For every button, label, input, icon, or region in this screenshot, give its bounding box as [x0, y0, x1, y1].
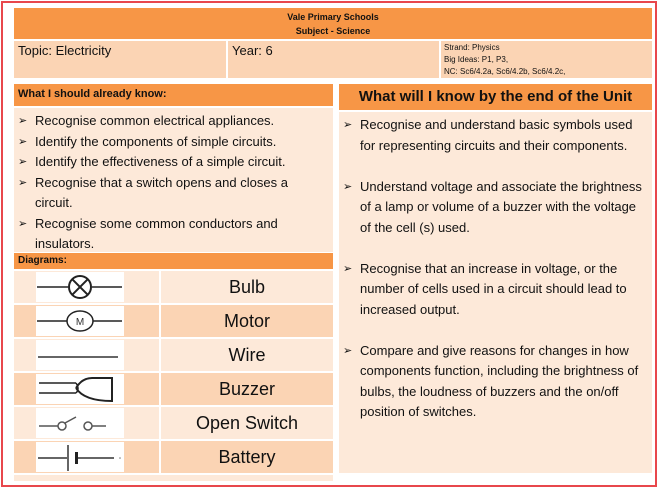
diagram-label: Buzzer [161, 373, 333, 405]
list-item [343, 177, 648, 239]
prior-knowledge-heading [14, 84, 333, 106]
arrow-bullet-icon: ➢ [18, 217, 28, 230]
battery-symbol-icon [36, 442, 124, 472]
outcomes-list [339, 112, 652, 473]
list-item [18, 173, 329, 214]
outcomes-heading-text: What will I know by the end of the Unit [358, 88, 633, 105]
list-item [18, 132, 329, 153]
year-cell [228, 41, 439, 78]
topic-cell [14, 41, 226, 78]
symbol-cell [14, 305, 159, 337]
motor-letter: M [75, 317, 85, 328]
arrow-bullet-icon: ➢ [343, 180, 353, 193]
diagrams-heading [14, 253, 333, 269]
diagram-row-battery [14, 441, 333, 473]
title-bar [14, 8, 652, 39]
diagram-table-tail [14, 475, 333, 481]
symbol-cell [14, 407, 159, 439]
symbol-cell [14, 373, 159, 405]
diagrams-heading-text: Diagrams: [18, 255, 67, 266]
diagram-row-wire [14, 339, 333, 371]
diagram-label: Bulb [161, 271, 333, 303]
wire-symbol-icon [36, 340, 124, 370]
list-item [18, 152, 329, 173]
strand-cell [441, 41, 652, 78]
nc-label: NC: Sc6/4.2a, Sc6/4.2b, Sc6/4.2c, [444, 67, 566, 76]
strand-label: Strand: Physics [444, 43, 500, 52]
list-item-text: Identify the components of simple circuits. [35, 133, 277, 149]
diagram-label: Open Switch [161, 407, 333, 439]
arrow-bullet-icon: ➢ [343, 344, 353, 357]
list-item-text: Recognise that an increase in voltage, or the number of cells used in a circuit should lead to increased output. [360, 260, 627, 317]
prior-knowledge-heading-text: What I should already know: [18, 88, 167, 100]
arrow-bullet-icon: ➢ [18, 156, 28, 168]
list-item-text: Understand voltage and associate the brightness of a lamp or volume of a buzzer with the voltage of the cell (s) used. [360, 178, 642, 235]
symbol-cell [14, 441, 159, 473]
diagram-label: Motor [161, 305, 333, 337]
buzzer-symbol-icon [36, 374, 124, 404]
arrow-bullet-icon: ➢ [18, 176, 28, 189]
big-ideas-label: Big Ideas: P1, P3, [444, 55, 509, 64]
list-item [343, 259, 648, 321]
diagrams-table [14, 271, 333, 481]
list-item-text: Recognise that a switch opens and closes a circuit. [35, 174, 288, 210]
school-name: Vale Primary Schools [287, 12, 379, 22]
list-item-text: Identify the effectiveness of a simple circuit. [35, 154, 286, 169]
prior-knowledge-list [14, 108, 333, 252]
list-item [343, 115, 648, 156]
symbol-cell [14, 339, 159, 371]
list-item [343, 341, 648, 423]
diagram-row-open-switch [14, 407, 333, 439]
list-item-text: Recognise and understand basic symbols used for representing circuits and their components. [360, 117, 633, 153]
list-item-text: Recognise some common conductors and insulators. [35, 215, 278, 251]
bulb-symbol-icon [36, 272, 124, 302]
arrow-bullet-icon: ➢ [18, 115, 28, 127]
topic-label: Topic: Electricity [18, 43, 112, 58]
open-switch-symbol-icon [36, 408, 124, 438]
motor-symbol-icon [36, 306, 124, 336]
list-item-text: Compare and give reasons for changes in how components function, including the brightness of bulbs, the loudness of buzzers and the on/off position of switches. [360, 342, 639, 419]
subject-title: Subject - Science [295, 26, 371, 36]
symbol-cell [14, 271, 159, 303]
diagram-label: Battery [161, 441, 333, 473]
list-item [18, 111, 329, 132]
diagram-row-motor [14, 305, 333, 337]
arrow-bullet-icon: ➢ [343, 262, 353, 275]
diagram-row-bulb [14, 271, 333, 303]
outcomes-heading [339, 84, 652, 110]
list-item-text: Recognise common electrical appliances. [35, 113, 275, 128]
year-label: Year: 6 [232, 43, 273, 58]
list-item [18, 214, 329, 255]
diagram-label: Wire [161, 339, 333, 371]
arrow-bullet-icon: ➢ [18, 135, 28, 148]
arrow-bullet-icon: ➢ [343, 119, 353, 131]
diagram-row-buzzer [14, 373, 333, 405]
